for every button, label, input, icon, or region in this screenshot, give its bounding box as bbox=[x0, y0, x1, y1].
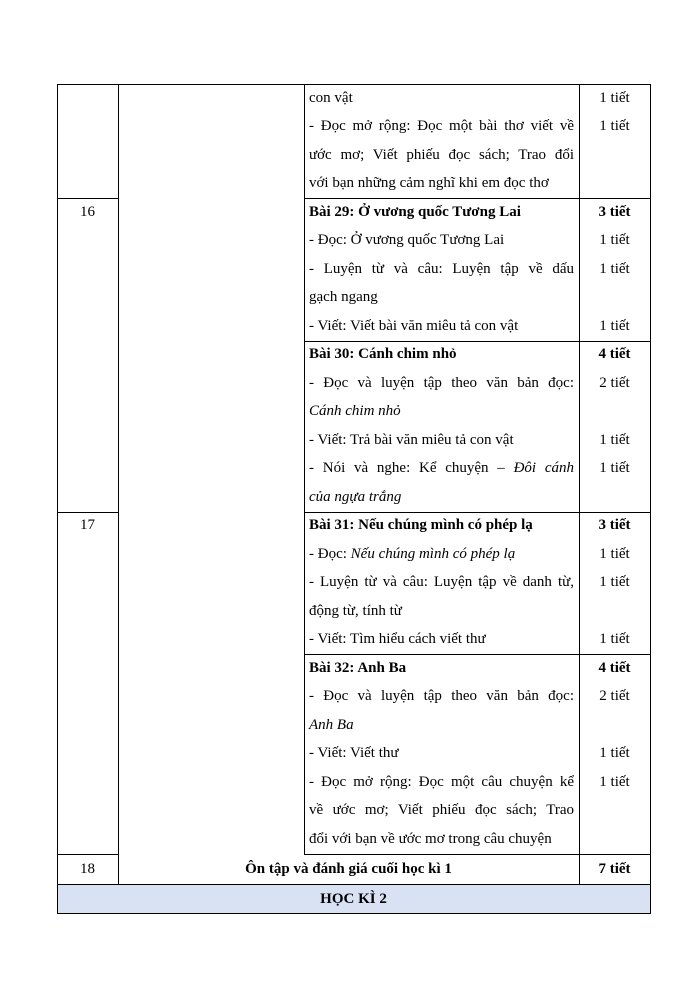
text-run: động từ, tính từ bbox=[309, 602, 402, 619]
activity-periods: 1 tiết bbox=[599, 118, 630, 134]
table-left-border bbox=[57, 84, 58, 914]
activity-periods: 1 tiết bbox=[599, 317, 630, 334]
activity-line bbox=[309, 687, 574, 705]
activity-periods: 1 tiết bbox=[599, 631, 630, 647]
text-run: về ước mơ; Viết phiếu đọc sách; Trao bbox=[309, 802, 574, 818]
lesson-total-periods: 4 tiết bbox=[598, 346, 631, 362]
activity-line bbox=[309, 431, 514, 449]
table-top-border bbox=[57, 84, 651, 85]
text-run: - Đọc và luyện tập theo văn bản đọc: bbox=[309, 374, 574, 391]
lesson-total-periods: 4 tiết bbox=[598, 659, 631, 676]
activity-line bbox=[309, 288, 378, 306]
activity-periods: 1 tiết bbox=[599, 545, 630, 562]
lesson-divider bbox=[304, 654, 651, 655]
column-divider bbox=[304, 84, 305, 854]
italic-text: Nếu chúng mình có phép lạ bbox=[350, 545, 516, 562]
italic-text: Đôi cánh bbox=[513, 460, 574, 476]
activity-line bbox=[309, 602, 402, 620]
text-run: - Đọc: bbox=[309, 545, 351, 562]
lesson-title: Bài 29: Ở vương quốc Tương Lai bbox=[309, 203, 521, 220]
semester-title: HỌC KÌ 2 bbox=[320, 890, 387, 907]
text-run: - Đọc: Ở vương quốc Tương Lai bbox=[309, 232, 505, 248]
table-right-border bbox=[650, 84, 651, 914]
activity-line bbox=[309, 174, 549, 192]
text-run: - Viết: Viết thư bbox=[309, 745, 399, 761]
text-run: - Viết: Viết bài văn miêu tả con vật bbox=[309, 317, 519, 334]
activity-line bbox=[309, 744, 399, 762]
text-run: gạch ngang bbox=[309, 289, 378, 305]
activity-line bbox=[309, 830, 552, 848]
activity-periods: 1 tiết bbox=[599, 232, 630, 248]
activity-periods: 1 tiết bbox=[599, 89, 630, 106]
activity-periods: 1 tiết bbox=[599, 460, 630, 476]
row-divider bbox=[57, 512, 118, 513]
activity-line bbox=[309, 317, 518, 335]
activity-line bbox=[309, 716, 354, 734]
review-week: 18 bbox=[80, 860, 95, 877]
text-run: - Nói và nghe: Kể chuyện – bbox=[309, 460, 514, 476]
text-run: - Luyện từ và câu: Luyện tập về dấu bbox=[309, 260, 574, 277]
review-title: Ôn tập và đánh giá cuối học kì 1 bbox=[245, 860, 452, 877]
activity-line bbox=[309, 773, 574, 791]
activity-line bbox=[309, 801, 574, 819]
activity-line bbox=[309, 117, 574, 135]
lesson-total-periods: 3 tiết bbox=[598, 203, 631, 220]
activity-periods: 2 tiết bbox=[599, 374, 630, 391]
text-run: với bạn những cảm nghĩ khi em đọc thơ bbox=[309, 175, 549, 191]
activity-periods: 1 tiết bbox=[599, 431, 630, 448]
italic-text: Anh Ba bbox=[309, 716, 354, 733]
lesson-divider bbox=[304, 341, 651, 342]
row-divider bbox=[304, 512, 651, 513]
activity-line bbox=[309, 231, 504, 249]
review-periods: 7 tiết bbox=[598, 860, 631, 877]
row-divider bbox=[57, 854, 118, 855]
activity-periods: 1 tiết bbox=[599, 745, 630, 761]
activity-line bbox=[309, 573, 574, 591]
column-divider bbox=[579, 84, 580, 884]
text-run: đổi với bạn về ước mơ trong câu chuyện bbox=[309, 830, 552, 847]
activity-line bbox=[309, 89, 353, 107]
column-divider bbox=[118, 84, 119, 884]
text-run: ước mơ; Viết phiếu đọc sách; Trao đổi bbox=[309, 146, 574, 163]
lesson-total-periods: 3 tiết bbox=[598, 517, 631, 533]
activity-line bbox=[309, 146, 574, 164]
activity-line bbox=[309, 459, 574, 477]
text-run: - Viết: Trả bài văn miêu tả con vật bbox=[309, 431, 514, 448]
table-bottom-border bbox=[57, 913, 651, 914]
italic-text: Cánh chim nhỏ bbox=[309, 403, 401, 419]
lesson-title: Bài 30: Cánh chim nhỏ bbox=[309, 346, 457, 362]
week-number: 17 bbox=[80, 517, 95, 533]
activity-line bbox=[309, 402, 401, 420]
row-divider bbox=[57, 198, 118, 199]
text-run: - Đọc mở rộng: Đọc một câu chuyện kể bbox=[309, 773, 574, 790]
activity-line bbox=[309, 488, 401, 506]
row-divider bbox=[304, 198, 651, 199]
activity-line bbox=[309, 374, 574, 392]
text-run: - Đọc mở rộng: Đọc một bài thơ viết về bbox=[309, 118, 574, 134]
italic-text: của ngựa trắng bbox=[309, 488, 402, 505]
text-run: - Đọc và luyện tập theo văn bản đọc: bbox=[309, 688, 574, 704]
activity-periods: 1 tiết bbox=[599, 260, 630, 277]
week-number: 16 bbox=[80, 203, 95, 220]
text-run: - Luyện từ và câu: Luyện tập về danh từ, bbox=[309, 574, 574, 590]
lesson-title: Bài 32: Anh Ba bbox=[309, 659, 407, 676]
activity-line bbox=[309, 630, 486, 648]
activity-periods: 2 tiết bbox=[599, 688, 630, 704]
activity-line bbox=[309, 545, 515, 563]
activity-periods: 1 tiết bbox=[599, 574, 630, 590]
text-run: con vật bbox=[309, 89, 353, 106]
text-run: - Viết: Tìm hiểu cách viết thư bbox=[309, 631, 486, 647]
activity-line bbox=[309, 260, 574, 278]
lesson-title: Bài 31: Nếu chúng mình có phép lạ bbox=[309, 517, 533, 533]
row-divider bbox=[304, 854, 651, 855]
activity-periods: 1 tiết bbox=[599, 773, 630, 790]
